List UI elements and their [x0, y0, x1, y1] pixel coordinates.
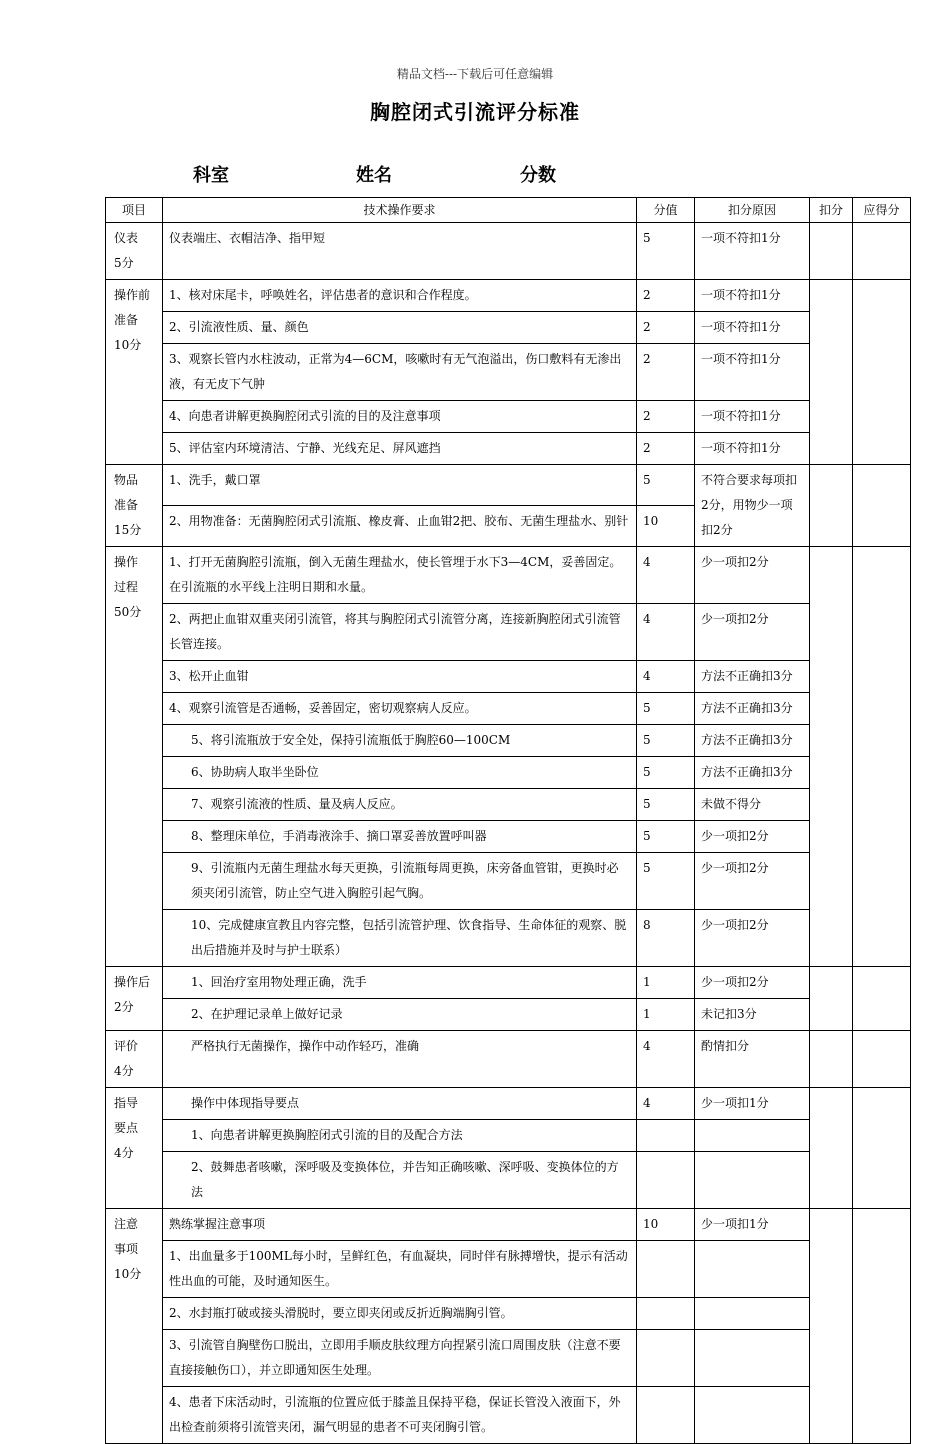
score-cell: 5 [637, 789, 695, 821]
deduction-reason-cell: 方法不正确扣3分 [695, 661, 810, 693]
deduction-cell [810, 967, 853, 1031]
deduction-reason-cell: 少一项扣2分 [695, 821, 810, 853]
deduction-reason-cell: 方法不正确扣3分 [695, 757, 810, 789]
table-row [106, 604, 911, 661]
deduction-reason-cell: 不符合要求每项扣2分，用物少一项扣2分 [695, 465, 810, 547]
deduction-reason-cell [695, 1241, 810, 1298]
table-row [106, 725, 911, 757]
score-cell: 10 [637, 1209, 695, 1241]
score-cell [637, 1387, 695, 1444]
table-row [106, 757, 911, 789]
deduction-reason-cell: 一项不符扣1分 [695, 223, 810, 280]
table-row [106, 1088, 911, 1120]
final-score-cell [853, 223, 911, 280]
deduction-reason-cell: 一项不符扣1分 [695, 401, 810, 433]
requirement-cell: 仪表端庄、衣帽洁净、指甲短 [163, 223, 637, 280]
header-note: 精品文档---下载后可任意编辑 [396, 67, 554, 81]
score-cell: 4 [637, 661, 695, 693]
requirement-cell: 1、回治疗室用物处理正确，洗手 [163, 967, 637, 999]
requirement-cell: 2、引流液性质、量、颜色 [163, 312, 637, 344]
table-row [106, 910, 911, 967]
score-cell: 2 [637, 344, 695, 401]
deduction-reason-cell [695, 1298, 810, 1330]
deduction-reason-cell: 一项不符扣1分 [695, 433, 810, 465]
table-row [106, 999, 911, 1031]
score-cell [637, 1241, 695, 1298]
score-cell: 2 [637, 280, 695, 312]
category-cell: 指导 要点 4分 [106, 1088, 163, 1209]
requirement-cell: 2、鼓舞患者咳嗽，深呼吸及变换体位，并告知正确咳嗽、深呼吸、变换体位的方法 [163, 1152, 637, 1209]
column-header: 应得分 [853, 198, 911, 223]
requirement-cell: 3、观察长管内水柱波动，正常为4—6CM，咳嗽时有无气泡溢出，伤口敷料有无渗出液，有无皮下气肿 [163, 344, 637, 401]
requirement-cell: 2、两把止血钳双重夹闭引流管，将其与胸腔闭式引流管分离，连接新胸腔闭式引流管长管连接。 [163, 604, 637, 661]
final-score-cell [853, 280, 911, 465]
score-cell: 4 [637, 604, 695, 661]
score-cell: 5 [637, 223, 695, 280]
score-cell: 10 [637, 506, 695, 547]
table-row [106, 789, 911, 821]
requirement-cell: 严格执行无菌操作，操作中动作轻巧，准确 [163, 1031, 637, 1088]
score-cell: 8 [637, 910, 695, 967]
score-cell [637, 1152, 695, 1209]
score-cell: 2 [637, 401, 695, 433]
table-row [106, 967, 911, 999]
requirement-cell: 2、用物准备：无菌胸腔闭式引流瓶、橡皮膏、止血钳2把、胶布、无菌生理盐水、别针 [163, 506, 637, 547]
department-label: 科室 [193, 165, 229, 186]
deduction-reason-cell: 方法不正确扣3分 [695, 693, 810, 725]
table-row [106, 433, 911, 465]
final-score-cell [853, 465, 911, 547]
score-cell: 2 [637, 433, 695, 465]
requirement-cell: 5、评估室内环境清洁、宁静、光线充足、屏风遮挡 [163, 433, 637, 465]
deduction-reason-cell: 一项不符扣1分 [695, 280, 810, 312]
requirement-cell: 1、洗手，戴口罩 [163, 465, 637, 506]
deduction-reason-cell: 未记扣3分 [695, 999, 810, 1031]
final-score-cell [853, 1031, 911, 1088]
table-body [106, 223, 911, 1444]
final-score-cell [853, 547, 911, 967]
table-row [106, 1387, 911, 1444]
category-cell: 物品 准备 15分 [106, 465, 163, 547]
deduction-cell [810, 1209, 853, 1444]
requirement-cell: 熟练掌握注意事项 [163, 1209, 637, 1241]
info-fields [0, 161, 950, 185]
final-score-cell [853, 1088, 911, 1209]
score-cell: 5 [637, 821, 695, 853]
score-cell: 2 [637, 312, 695, 344]
deduction-reason-cell: 少一项扣1分 [695, 1088, 810, 1120]
category-cell: 操作前 准备 10分 [106, 280, 163, 465]
name-label: 姓名 [356, 165, 392, 186]
column-header: 技术操作要求 [163, 198, 637, 223]
table-row [106, 661, 911, 693]
deduction-cell [810, 1031, 853, 1088]
requirement-cell: 8、整理床单位，手消毒液涂手、摘口罩妥善放置呼叫器 [163, 821, 637, 853]
column-header: 项目 [106, 198, 163, 223]
table-row [106, 1031, 911, 1088]
category-cell: 仪表 5分 [106, 223, 163, 280]
deduction-reason-cell [695, 1330, 810, 1387]
table-row [106, 344, 911, 401]
score-cell: 5 [637, 853, 695, 910]
category-cell: 评价 4分 [106, 1031, 163, 1088]
score-cell: 1 [637, 967, 695, 999]
score-cell: 5 [637, 757, 695, 789]
table-row [106, 1241, 911, 1298]
score-cell: 5 [637, 693, 695, 725]
table-row [106, 1120, 911, 1152]
requirement-cell: 10、完成健康宣教且内容完整，包括引流管护理、饮食指导、生命体征的观察、脱出后措施并及时与护士联系） [163, 910, 637, 967]
table-row [106, 465, 911, 506]
scoring-table [105, 197, 911, 1444]
deduction-cell [810, 280, 853, 465]
category-cell: 操作 过程 50分 [106, 547, 163, 967]
deduction-reason-cell: 少一项扣2分 [695, 604, 810, 661]
deduction-reason-cell: 未做不得分 [695, 789, 810, 821]
page-title: 胸腔闭式引流评分标准 [370, 100, 580, 124]
score-cell: 4 [637, 1031, 695, 1088]
deduction-cell [810, 223, 853, 280]
category-cell: 注意 事项 10分 [106, 1209, 163, 1444]
requirement-cell: 1、核对床尾卡，呼唤姓名，评估患者的意识和合作程度。 [163, 280, 637, 312]
requirement-cell: 5、将引流瓶放于安全处，保持引流瓶低于胸腔60—100CM [163, 725, 637, 757]
score-cell: 4 [637, 547, 695, 604]
deduction-reason-cell: 少一项扣1分 [695, 1209, 810, 1241]
table-row [106, 1330, 911, 1387]
requirement-cell: 7、观察引流液的性质、量及病人反应。 [163, 789, 637, 821]
score-cell [637, 1120, 695, 1152]
deduction-reason-cell [695, 1152, 810, 1209]
deduction-cell [810, 1088, 853, 1209]
table-row [106, 821, 911, 853]
requirement-cell: 2、水封瓶打破或接头滑脱时，要立即夹闭或反折近胸端胸引管。 [163, 1298, 637, 1330]
deduction-reason-cell: 少一项扣2分 [695, 967, 810, 999]
final-score-cell [853, 1209, 911, 1444]
table-row [106, 547, 911, 604]
score-cell: 5 [637, 725, 695, 757]
requirement-cell: 9、引流瓶内无菌生理盐水每天更换，引流瓶每周更换，床旁备血管钳，更换时必须夹闭引流管，防止空气进入胸腔引起气胸。 [163, 853, 637, 910]
column-header: 扣分 [810, 198, 853, 223]
deduction-reason-cell: 少一项扣2分 [695, 547, 810, 604]
score-cell: 4 [637, 1088, 695, 1120]
table-row [106, 280, 911, 312]
requirement-cell: 4、观察引流管是否通畅，妥善固定，密切观察病人反应。 [163, 693, 637, 725]
deduction-reason-cell [695, 1387, 810, 1444]
final-score-cell [853, 967, 911, 1031]
deduction-reason-cell [695, 1120, 810, 1152]
requirement-cell: 1、向患者讲解更换胸腔闭式引流的目的及配合方法 [163, 1120, 637, 1152]
deduction-cell [810, 547, 853, 967]
deduction-reason-cell: 方法不正确扣3分 [695, 725, 810, 757]
deduction-reason-cell: 少一项扣2分 [695, 910, 810, 967]
requirement-cell: 操作中体现指导要点 [163, 1088, 637, 1120]
requirement-cell: 4、向患者讲解更换胸腔闭式引流的目的及注意事项 [163, 401, 637, 433]
score-cell [637, 1298, 695, 1330]
table-row [106, 312, 911, 344]
deduction-reason-cell: 酌情扣分 [695, 1031, 810, 1088]
deduction-reason-cell: 少一项扣2分 [695, 853, 810, 910]
category-cell: 操作后 2分 [106, 967, 163, 1031]
table-row [106, 693, 911, 725]
requirement-cell: 2、在护理记录单上做好记录 [163, 999, 637, 1031]
requirement-cell: 3、引流管自胸壁伤口脱出，立即用手顺皮肤纹理方向捏紧引流口周围皮肤（注意不要直接接触伤口），并立即通知医生处理。 [163, 1330, 637, 1387]
deduction-reason-cell: 一项不符扣1分 [695, 344, 810, 401]
score-cell: 1 [637, 999, 695, 1031]
table-row [106, 853, 911, 910]
deduction-cell [810, 465, 853, 547]
requirement-cell: 3、松开止血钳 [163, 661, 637, 693]
score-cell: 5 [637, 465, 695, 506]
score-cell [637, 1330, 695, 1387]
requirement-cell: 4、患者下床活动时，引流瓶的位置应低于膝盖且保持平稳，保证长管没入液面下，外出检查前须将引流管夹闭，漏气明显的患者不可夹闭胸引管。 [163, 1387, 637, 1444]
table-row [106, 223, 911, 280]
table-row [106, 401, 911, 433]
table-row [106, 1209, 911, 1241]
table-header-row [106, 198, 911, 223]
column-header: 分值 [637, 198, 695, 223]
requirement-cell: 6、协助病人取半坐卧位 [163, 757, 637, 789]
table-row [106, 1152, 911, 1209]
table-row [106, 1298, 911, 1330]
requirement-cell: 1、打开无菌胸腔引流瓶，倒入无菌生理盐水，使长管埋于水下3—4CM，妥善固定。在引流瓶的水平线上注明日期和水量。 [163, 547, 637, 604]
column-header: 扣分原因 [695, 198, 810, 223]
requirement-cell: 1、出血量多于100ML每小时，呈鲜红色，有血凝块，同时伴有脉搏增快，提示有活动性出血的可能，及时通知医生。 [163, 1241, 637, 1298]
deduction-reason-cell: 一项不符扣1分 [695, 312, 810, 344]
score-label: 分数 [520, 165, 556, 186]
